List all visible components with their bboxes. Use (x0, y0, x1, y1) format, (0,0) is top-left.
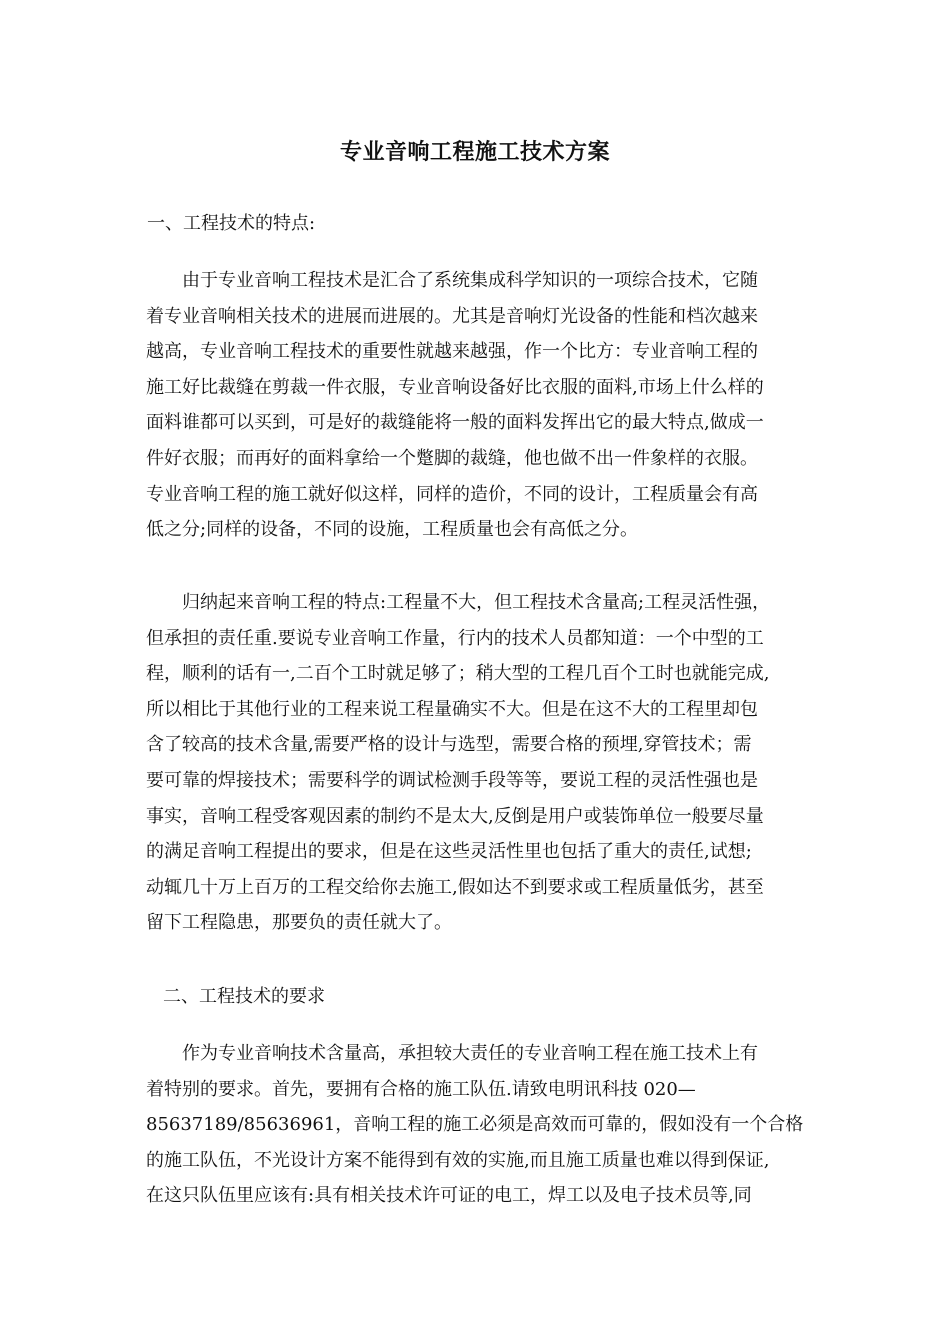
paragraph-line: 动辄几十万上百万的工程交给你去施工,假如达不到要求或工程质量低劣，甚至 (146, 876, 764, 898)
paragraph-line: 事实，音响工程受客观因素的制约不是太大,反倒是用户或装饰单位一般要尽量 (146, 805, 764, 827)
paragraph-line: 的施工队伍，不光设计方案不能得到有效的实施,而且施工质量也难以得到保证, (146, 1149, 770, 1171)
paragraph-line: 程，顺利的话有一,二百个工时就足够了；稍大型的工程几百个工时也就能完成, (146, 663, 770, 685)
paragraph-line: 在这只队伍里应该有:具有相关技术许可证的电工，焊工以及电子技术员等,同 (146, 1185, 752, 1207)
document-title: 专业音响工程施工技术方案 (339, 139, 610, 165)
section-heading-2: 二、工程技术的要求 (163, 986, 325, 1007)
paragraph-line: 的满足音响工程提出的要求，但是在这些灵活性里也包括了重大的责任,试想; (146, 841, 752, 863)
paragraph-line: 由于专业音响工程技术是汇合了系统集成科学知识的一项综合技术，它随 (182, 270, 758, 291)
paragraph-line: 85637189/85636961，音响工程的施工必须是高效而可靠的，假如没有一个合格 (146, 1114, 804, 1136)
section-heading-1: 一、工程技术的特点: (147, 213, 316, 234)
paragraph-line: 专业音响工程的施工就好似这样，同样的造价，不同的设计，工程质量会有高 (146, 483, 758, 505)
paragraph-line: 面料谁都可以买到，可是好的裁缝能将一般的面料发挥出它的最大特点,做成一 (146, 412, 764, 434)
paragraph-line: 越高，专业音响工程技术的重要性就越来越强，作一个比方：专业音响工程的 (146, 341, 758, 363)
paragraph-line: 留下工程隐患，那要负的责任就大了。 (146, 912, 452, 934)
paragraph-line: 件好衣服；而再好的面料拿给一个蹩脚的裁缝，他也做不出一件象样的衣服。 (146, 447, 758, 469)
paragraph-3 (146, 1036, 816, 1214)
paragraph-line: 施工好比裁缝在剪裁一件衣服，专业音响设备好比衣服的面料,市场上什么样的 (146, 376, 764, 398)
paragraph-2 (146, 585, 816, 941)
paragraph-line: 作为专业音响技术含量高，承担较大责任的专业音响工程在施工技术上有 (182, 1043, 758, 1064)
paragraph-line: 含了较高的技术含量,需要严格的设计与选型，需要合格的预埋,穿管技术；需 (146, 734, 752, 756)
paragraph-line: 着特别的要求。首先，要拥有合格的施工队伍.请致电明讯科技 020— (146, 1078, 696, 1100)
paragraph-line: 要可靠的焊接技术；需要科学的调试检测手段等等，要说工程的灵活性强也是 (146, 769, 758, 791)
paragraph-line: 着专业音响相关技术的进展而进展的。尤其是音响灯光设备的性能和档次越来 (146, 305, 758, 327)
paragraph-line: 但承担的责任重.要说专业音响工作量，行内的技术人员都知道：一个中型的工 (146, 627, 764, 649)
paragraph-line: 归纳起来音响工程的特点:工程量不大，但工程技术含量高;工程灵活性强， (182, 592, 771, 613)
paragraph-line: 所以相比于其他行业的工程来说工程量确实不大。但是在这不大的工程里却包 (146, 698, 758, 720)
paragraph-line: 低之分;同样的设备，不同的设施，工程质量也会有高低之分。 (146, 519, 639, 541)
paragraph-1 (146, 263, 816, 548)
